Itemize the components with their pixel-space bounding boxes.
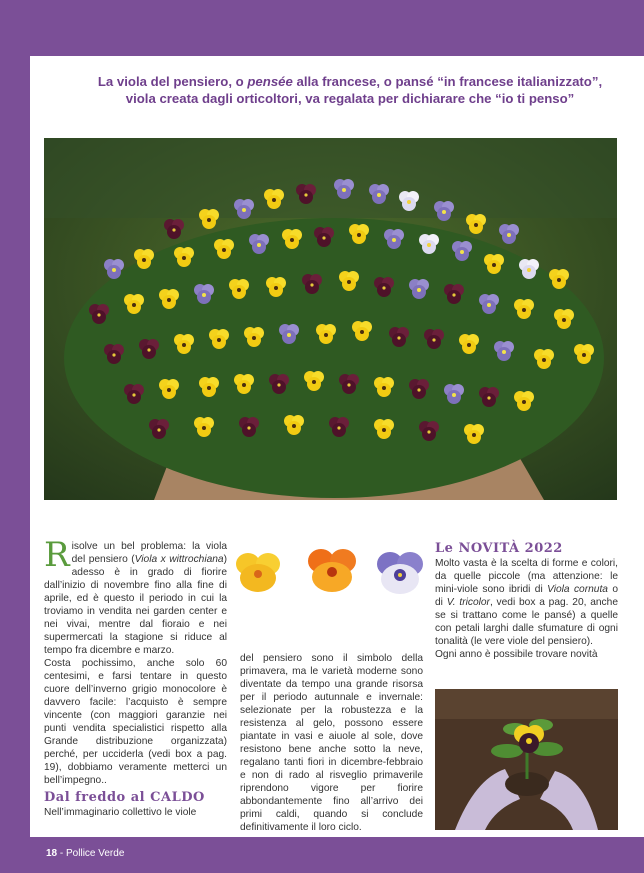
blue-pansy-icon <box>374 550 426 596</box>
column-3 <box>435 542 618 661</box>
orange-pansy-icon <box>305 546 359 594</box>
column-2-text: del pensiero sono il simbolo della primavera, ma le varietà moderne sono diventate da tempo una grande risorsa per il periodo autunnale e invernale: selezionate per la robustezza e la resistenza al gelo, possono essere piantate in vasi e aiuole al sole, dove resistono bene anche sotto la neve, regalano tanti fiori in dicembre-febbraio e non di rado al risveglio primaverile riprendono vigore per fiorire abbondantemente fino all’arrivo dei primi caldi, quando si conclude definitivamente il loro ciclo. <box>240 653 423 833</box>
page-footer <box>0 837 644 873</box>
subtitle-line1-b: alla francese, o pansé “in francese italianizzato”, <box>292 74 603 89</box>
page <box>30 56 644 837</box>
article-subtitle <box>70 73 630 107</box>
column-3-paragraph-1 <box>435 557 618 648</box>
pansy-pot-photo <box>44 138 617 500</box>
col3-text-a: Molto vasta è la scelta di forme e colori, da quelle piccole (ma attenzione: le mini-viole sono ibridi di <box>435 558 618 595</box>
subtitle-line2: viola creata dagli orticoltori, va regalata per dichiarare che “io ti penso” <box>125 91 575 106</box>
col3-species-2: V. tricolor <box>446 597 490 608</box>
col1-species: Viola x wittrochiana <box>134 554 224 565</box>
magazine-name: Pollice Verde <box>66 848 125 859</box>
page-number: 18 <box>46 848 58 859</box>
paragraph-1 <box>44 535 227 657</box>
footer-separator: - <box>57 848 67 859</box>
section-heading-freddo-caldo: Dal freddo al CALDO <box>44 790 205 805</box>
planting-seedling-photo <box>435 689 618 830</box>
column-2 <box>240 652 423 834</box>
footer-text <box>46 848 124 859</box>
subtitle-line1-a: La viola del pensiero, o <box>97 74 248 89</box>
yellow-pansy-icon <box>233 550 283 594</box>
drop-cap: R <box>44 535 70 575</box>
col3-text-b: o di <box>435 584 619 608</box>
col3-text-c: , vedi box a pag. 20, anche se si trattano come le pansé) a quelle con petali larghi dalle sfumature di ogni tonalità (le vere viole del pensiero). <box>435 597 618 647</box>
col1-text-a: isolve un bel problema: la viola del pensiero ( <box>71 541 227 565</box>
col1-text-b: ) adesso è in grado di fiorire dall’inizio di novembre fino alla fine di aprile, ed è questo il periodo in cui la troviamo in vendita nei garden center e nei vivai, mentre dal fioraio e nei supermercati la stagione si riduce al tempo fra dicembre e marzo. <box>44 554 227 656</box>
column-1 <box>44 535 227 819</box>
paragraph-2: Costa pochissimo, anche solo 60 centesimi, e farsi tentare in questo cuore dell’inverno grigio monocolore è davvero facile: l’acquisto è sempre vincente (con maggiori garanzie nei punti vendita specialistici rispetto alla Grande distribuzione organizzata) perché, per ucciderla (vedi box a pag. 19), dobbiamo veramente metterci un bell’impegno.. <box>44 658 227 786</box>
column-3-paragraph-2: Ogni anno è possibile trovare novità <box>435 649 598 660</box>
section-heading-novita: Le NOVITÀ 2022 <box>435 541 563 556</box>
paragraph-3: Nell’immaginario collettivo le viole <box>44 807 197 818</box>
col3-species-1: Viola cornuta <box>547 584 608 595</box>
subtitle-line1-em: pensée <box>247 74 293 89</box>
